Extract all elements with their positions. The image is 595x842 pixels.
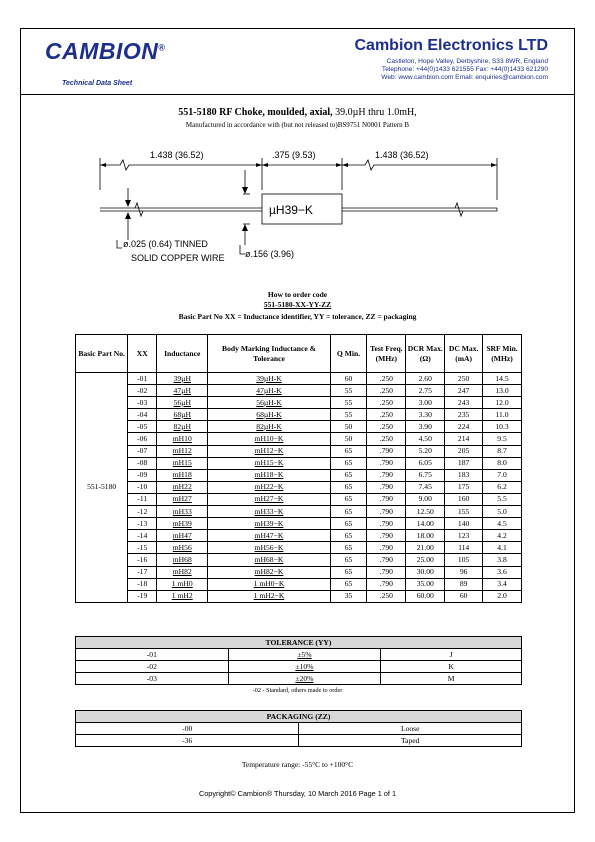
tolerance-cell: K bbox=[381, 661, 522, 673]
table-cell: 21.00 bbox=[406, 542, 445, 554]
table-row bbox=[76, 530, 522, 542]
packaging-cell: Taped bbox=[299, 735, 522, 747]
table-cell: 235 bbox=[445, 409, 483, 421]
body-diameter: ø.156 (3.96) bbox=[245, 249, 295, 259]
table-cell: 2.0 bbox=[483, 590, 522, 602]
table-cell: mH33−K bbox=[208, 506, 330, 518]
order-code-explain: Basic Part No XX = Inductance identifier, YY = tolerance, ZZ = packaging bbox=[178, 312, 417, 321]
table-cell: 3.90 bbox=[406, 421, 445, 433]
wire-note-1: ø.025 (0.64) TINNED bbox=[123, 239, 208, 249]
table-cell: 243 bbox=[445, 397, 483, 409]
tolerance-row bbox=[76, 673, 522, 685]
table-cell: .250 bbox=[367, 385, 406, 397]
table-cell: mH27−K bbox=[208, 493, 330, 505]
table-cell: 2.60 bbox=[406, 373, 445, 385]
col-srf-min: SRF Min. (MHz) bbox=[483, 335, 522, 373]
table-cell: 65 bbox=[330, 542, 367, 554]
table-cell: 7.45 bbox=[406, 481, 445, 493]
table-cell: 65 bbox=[330, 481, 367, 493]
table-cell: 140 bbox=[445, 518, 483, 530]
table-cell: 14.5 bbox=[483, 373, 522, 385]
table-cell: 12.50 bbox=[406, 506, 445, 518]
col-q-min: Q Min. bbox=[330, 335, 367, 373]
table-cell: 60 bbox=[445, 590, 483, 602]
table-cell: .250 bbox=[367, 409, 406, 421]
table-cell: 205 bbox=[445, 445, 483, 457]
table-cell: 65 bbox=[330, 493, 367, 505]
table-cell: 155 bbox=[445, 506, 483, 518]
table-cell: .790 bbox=[367, 445, 406, 457]
table-cell: 60.00 bbox=[406, 590, 445, 602]
table-cell: 65 bbox=[330, 566, 367, 578]
table-cell: 10.3 bbox=[483, 421, 522, 433]
tolerance-row bbox=[76, 649, 522, 661]
col-dcr-max: DCR Max. (Ω) bbox=[406, 335, 445, 373]
table-cell: 4.50 bbox=[406, 433, 445, 445]
left-lead-length: 1.438 (36.52) bbox=[150, 150, 204, 160]
tolerance-table bbox=[75, 636, 522, 685]
table-cell: 82µH-K bbox=[208, 421, 330, 433]
spec-header-row bbox=[76, 335, 522, 373]
table-cell: .790 bbox=[367, 566, 406, 578]
table-cell: 35 bbox=[330, 590, 367, 602]
table-cell: -10 bbox=[128, 481, 157, 493]
table-cell: 55 bbox=[330, 409, 367, 421]
table-cell: 18.00 bbox=[406, 530, 445, 542]
table-cell: mH15−K bbox=[208, 457, 330, 469]
packaging-table bbox=[75, 710, 522, 747]
table-cell: 5.0 bbox=[483, 506, 522, 518]
table-cell: 247 bbox=[445, 385, 483, 397]
table-cell: 65 bbox=[330, 530, 367, 542]
table-cell: 65 bbox=[330, 554, 367, 566]
table-cell: 60 bbox=[330, 373, 367, 385]
table-cell: mH15 bbox=[157, 457, 208, 469]
table-cell: 55 bbox=[330, 397, 367, 409]
table-cell: 214 bbox=[445, 433, 483, 445]
table-cell: 13.0 bbox=[483, 385, 522, 397]
tolerance-heading: TOLERANCE (YY) bbox=[76, 637, 522, 649]
table-cell: mH47 bbox=[157, 530, 208, 542]
table-row bbox=[76, 590, 522, 602]
table-row bbox=[76, 445, 522, 457]
tolerance-cell: -03 bbox=[76, 673, 229, 685]
col-test-freq: Test Freq. (MHz) bbox=[367, 335, 406, 373]
tolerance-row bbox=[76, 661, 522, 673]
cambion-logo: CAMBION® bbox=[45, 38, 166, 64]
company-address: Castleton, Hope Valley, Derbyshire, S33 8WR, England Telephone: +44(0)1433 621555 Fax: +44(0)1433 621290 Web: www.cambion.com Email: enquiries@cambion.com bbox=[381, 58, 548, 82]
basic-part-cell: 551-5180 bbox=[76, 373, 128, 603]
table-row bbox=[76, 373, 522, 385]
table-cell: -08 bbox=[128, 457, 157, 469]
table-cell: 1 mH0 bbox=[157, 578, 208, 590]
table-row bbox=[76, 469, 522, 481]
packaging-cell: Loose bbox=[299, 723, 522, 735]
table-cell: 65 bbox=[330, 518, 367, 530]
table-cell: -05 bbox=[128, 421, 157, 433]
tolerance-cell: ±5% bbox=[228, 649, 381, 661]
table-cell: -12 bbox=[128, 506, 157, 518]
table-cell: .250 bbox=[367, 433, 406, 445]
table-cell: mH82−K bbox=[208, 566, 330, 578]
table-cell: 6.2 bbox=[483, 481, 522, 493]
table-cell: .790 bbox=[367, 578, 406, 590]
packaging-row bbox=[76, 723, 522, 735]
table-cell: mH39 bbox=[157, 518, 208, 530]
table-cell: mH68 bbox=[157, 554, 208, 566]
table-cell: .790 bbox=[367, 469, 406, 481]
table-cell: 175 bbox=[445, 481, 483, 493]
table-cell: mH10−K bbox=[208, 433, 330, 445]
tolerance-cell: ±10% bbox=[228, 661, 381, 673]
table-cell: mH39−K bbox=[208, 518, 330, 530]
header-divider bbox=[20, 94, 575, 95]
table-cell: 3.00 bbox=[406, 397, 445, 409]
table-cell: 5.5 bbox=[483, 493, 522, 505]
packaging-cell: -36 bbox=[76, 735, 299, 747]
body-marking: µH39−K bbox=[269, 203, 313, 217]
table-cell: mH56 bbox=[157, 542, 208, 554]
tolerance-cell: -02 bbox=[76, 661, 229, 673]
table-cell: 55 bbox=[330, 385, 367, 397]
table-cell: 47µH bbox=[157, 385, 208, 397]
table-cell: 6.05 bbox=[406, 457, 445, 469]
table-cell: mH12−K bbox=[208, 445, 330, 457]
table-cell: .250 bbox=[367, 373, 406, 385]
table-cell: 30.00 bbox=[406, 566, 445, 578]
table-cell: 3.30 bbox=[406, 409, 445, 421]
dimension-drawing bbox=[95, 140, 515, 270]
table-cell: 183 bbox=[445, 469, 483, 481]
table-row bbox=[76, 397, 522, 409]
table-cell: -16 bbox=[128, 554, 157, 566]
table-row bbox=[76, 578, 522, 590]
table-cell: 4.1 bbox=[483, 542, 522, 554]
table-row bbox=[76, 385, 522, 397]
table-cell: 123 bbox=[445, 530, 483, 542]
packaging-row bbox=[76, 735, 522, 747]
tolerance-cell: M bbox=[381, 673, 522, 685]
table-cell: mH68−K bbox=[208, 554, 330, 566]
table-cell: 14.00 bbox=[406, 518, 445, 530]
table-cell: -01 bbox=[128, 373, 157, 385]
col-xx: XX bbox=[128, 335, 157, 373]
col-inductance: Inductance bbox=[157, 335, 208, 373]
tolerance-cell: ±20% bbox=[228, 673, 381, 685]
table-cell: 50 bbox=[330, 421, 367, 433]
table-row bbox=[76, 542, 522, 554]
table-cell: 25.00 bbox=[406, 554, 445, 566]
table-cell: 250 bbox=[445, 373, 483, 385]
part-subtitle: Manufactured in accordance with (but not released to)BS9751 N0001 Pattern B bbox=[185, 121, 410, 129]
table-row bbox=[76, 518, 522, 530]
company-name: Cambion Electronics LTD bbox=[354, 37, 548, 54]
table-row bbox=[76, 481, 522, 493]
table-cell: -18 bbox=[128, 578, 157, 590]
order-code: 551-5180-XX-YY-ZZ bbox=[263, 300, 332, 309]
table-cell: 6.75 bbox=[406, 469, 445, 481]
table-cell: -14 bbox=[128, 530, 157, 542]
table-cell: mH22−K bbox=[208, 481, 330, 493]
table-cell: 4.2 bbox=[483, 530, 522, 542]
table-cell: mH18 bbox=[157, 469, 208, 481]
doc-type-label: Technical Data Sheet bbox=[62, 80, 133, 87]
table-cell: .790 bbox=[367, 554, 406, 566]
table-cell: mH47−K bbox=[208, 530, 330, 542]
table-cell: 65 bbox=[330, 469, 367, 481]
col-dc-max: DC Max. (mA) bbox=[445, 335, 483, 373]
table-cell: 105 bbox=[445, 554, 483, 566]
table-cell: 7.0 bbox=[483, 469, 522, 481]
table-row bbox=[76, 433, 522, 445]
table-cell: .790 bbox=[367, 481, 406, 493]
table-row bbox=[76, 421, 522, 433]
page-footer: Copyright© Cambion® Thursday, 10 March 2016 Page 1 of 1 bbox=[198, 789, 397, 798]
table-cell: 56µH-K bbox=[208, 397, 330, 409]
table-cell: 65 bbox=[330, 445, 367, 457]
table-cell: 65 bbox=[330, 457, 367, 469]
table-cell: 50 bbox=[330, 433, 367, 445]
order-code-heading: How to order code bbox=[267, 290, 328, 299]
table-cell: mH56−K bbox=[208, 542, 330, 554]
table-cell: 68µH bbox=[157, 409, 208, 421]
table-cell: mH27 bbox=[157, 493, 208, 505]
table-cell: 39µH-K bbox=[208, 373, 330, 385]
table-cell: 89 bbox=[445, 578, 483, 590]
table-row bbox=[76, 566, 522, 578]
table-cell: mH22 bbox=[157, 481, 208, 493]
table-cell: -07 bbox=[128, 445, 157, 457]
table-cell: .790 bbox=[367, 506, 406, 518]
table-cell: 68µH-K bbox=[208, 409, 330, 421]
table-cell: mH18−K bbox=[208, 469, 330, 481]
tolerance-note: -02 - Standard, others made to order bbox=[252, 687, 343, 694]
table-cell: 35.00 bbox=[406, 578, 445, 590]
table-row bbox=[76, 554, 522, 566]
table-cell: 5.20 bbox=[406, 445, 445, 457]
table-cell: 11.0 bbox=[483, 409, 522, 421]
table-cell: 82µH bbox=[157, 421, 208, 433]
table-cell: 2.75 bbox=[406, 385, 445, 397]
table-cell: mH10 bbox=[157, 433, 208, 445]
table-cell: 4.5 bbox=[483, 518, 522, 530]
table-cell: .790 bbox=[367, 518, 406, 530]
col-basic-part: Basic Part No. bbox=[76, 335, 128, 373]
tolerance-cell: -01 bbox=[76, 649, 229, 661]
wire-note-2: SOLID COPPER WIRE bbox=[131, 253, 225, 263]
col-body-marking: Body Marking Inductance & Tolerance bbox=[208, 335, 330, 373]
table-cell: 3.8 bbox=[483, 554, 522, 566]
packaging-heading: PACKAGING (ZZ) bbox=[76, 711, 522, 723]
table-cell: 187 bbox=[445, 457, 483, 469]
table-cell: 39µH bbox=[157, 373, 208, 385]
table-cell: .250 bbox=[367, 397, 406, 409]
table-cell: .250 bbox=[367, 590, 406, 602]
table-cell: -15 bbox=[128, 542, 157, 554]
table-cell: 65 bbox=[330, 578, 367, 590]
table-cell: 8.7 bbox=[483, 445, 522, 457]
table-cell: -19 bbox=[128, 590, 157, 602]
table-cell: 9.5 bbox=[483, 433, 522, 445]
table-row bbox=[76, 506, 522, 518]
table-cell: 3.4 bbox=[483, 578, 522, 590]
table-cell: -03 bbox=[128, 397, 157, 409]
packaging-cell: -00 bbox=[76, 723, 299, 735]
table-cell: 1 mH2 bbox=[157, 590, 208, 602]
table-cell: 9.00 bbox=[406, 493, 445, 505]
temperature-range: Temperature range: -55°C to +100°C bbox=[241, 760, 354, 769]
table-cell: 3.6 bbox=[483, 566, 522, 578]
table-cell: 96 bbox=[445, 566, 483, 578]
table-cell: mH33 bbox=[157, 506, 208, 518]
table-cell: 1 mH2−K bbox=[208, 590, 330, 602]
table-cell: -06 bbox=[128, 433, 157, 445]
table-cell: 224 bbox=[445, 421, 483, 433]
table-cell: mH82 bbox=[157, 566, 208, 578]
table-cell: 160 bbox=[445, 493, 483, 505]
table-cell: -11 bbox=[128, 493, 157, 505]
table-cell: -04 bbox=[128, 409, 157, 421]
table-row bbox=[76, 493, 522, 505]
table-cell: .790 bbox=[367, 530, 406, 542]
table-row bbox=[76, 457, 522, 469]
part-title: 551-5180 RF Choke, moulded, axial, 39.0µH thru 1.0mH, bbox=[178, 107, 417, 118]
tolerance-cell: J bbox=[381, 649, 522, 661]
table-cell: .790 bbox=[367, 493, 406, 505]
right-lead-length: 1.438 (36.52) bbox=[375, 150, 429, 160]
table-cell: 8.0 bbox=[483, 457, 522, 469]
spec-table bbox=[75, 334, 522, 603]
table-cell: 65 bbox=[330, 506, 367, 518]
table-cell: -17 bbox=[128, 566, 157, 578]
table-cell: 56µH bbox=[157, 397, 208, 409]
table-cell: -13 bbox=[128, 518, 157, 530]
table-cell: 1 mH0−K bbox=[208, 578, 330, 590]
table-cell: .790 bbox=[367, 457, 406, 469]
table-cell: -09 bbox=[128, 469, 157, 481]
table-cell: 12.0 bbox=[483, 397, 522, 409]
table-cell: -02 bbox=[128, 385, 157, 397]
body-length: .375 (9.53) bbox=[272, 150, 316, 160]
table-cell: 47µH-K bbox=[208, 385, 330, 397]
table-cell: .790 bbox=[367, 542, 406, 554]
table-cell: .250 bbox=[367, 421, 406, 433]
table-cell: 114 bbox=[445, 542, 483, 554]
table-row bbox=[76, 409, 522, 421]
table-cell: mH12 bbox=[157, 445, 208, 457]
